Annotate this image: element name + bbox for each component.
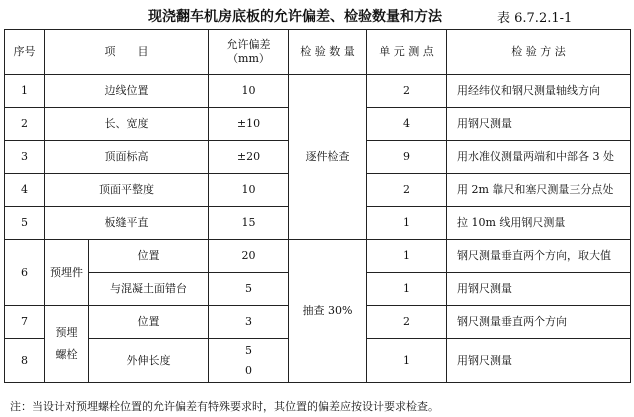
row-item: 边线位置 <box>45 75 209 108</box>
embedded-bolts-label-line1: 预埋 <box>55 326 78 339</box>
row-tolerance: 20 <box>209 240 289 273</box>
row-tolerance-upper: 5 <box>245 343 252 357</box>
header-inspection-method: 检 验 方 法 <box>447 30 631 75</box>
row-points: 1 <box>367 207 447 240</box>
row-points: 2 <box>367 174 447 207</box>
table-row <box>5 75 631 108</box>
row-points: 2 <box>367 306 447 339</box>
row-item: 顶面平整度 <box>45 174 209 207</box>
row-points: 2 <box>367 75 447 108</box>
row-tolerance-lower: 0 <box>245 363 252 377</box>
table-note: 注：当设计对预埋螺栓位置的允许偏差有特殊要求时，其位置的偏差应按设计要求检查。 <box>10 400 439 413</box>
row-seq: 5 <box>5 207 45 240</box>
row-item: 长、宽度 <box>45 108 209 141</box>
table-caption <box>0 4 634 28</box>
row-item: 外伸长度 <box>89 339 209 383</box>
row-tolerance: 5 <box>209 273 289 306</box>
row-method: 用 2m 靠尺和塞尺测量三分点处 <box>447 174 631 207</box>
header-unit-points: 单 元 测 点 <box>367 30 447 75</box>
row-tolerance: 10 <box>209 75 289 108</box>
row-tolerance: 15 <box>209 207 289 240</box>
embedded-bolts-label-line2: 螺栓 <box>55 348 78 361</box>
row-seq: 1 <box>5 75 45 108</box>
row-item: 位置 <box>89 240 209 273</box>
header-inspection-quantity: 检 验 数 量 <box>289 30 367 75</box>
row-tolerance: 10 <box>209 174 289 207</box>
row-method: 用钢尺测量 <box>447 339 631 383</box>
row-item: 顶面标高 <box>45 141 209 174</box>
row-seq: 3 <box>5 141 45 174</box>
inspection-quantity-group-2: 抽查 30% <box>289 240 367 383</box>
embedded-parts-label: 预埋件 <box>45 240 89 306</box>
row-points: 9 <box>367 141 447 174</box>
row-seq: 4 <box>5 174 45 207</box>
row-item: 与混凝土面错台 <box>89 273 209 306</box>
header-seq: 序号 <box>5 30 45 75</box>
table-code: 表 6.7.2.1-1 <box>497 11 573 26</box>
table-row <box>5 240 631 273</box>
row-method: 钢尺测量垂直两个方向 <box>447 306 631 339</box>
row-item: 位置 <box>89 306 209 339</box>
inspection-quantity-group-1: 逐件检查 <box>289 75 367 240</box>
header-tolerance-unit: （mm） <box>227 52 270 65</box>
row-tolerance: 3 <box>209 306 289 339</box>
row-method: 拉 10m 线用钢尺测量 <box>447 207 631 240</box>
row-seq: 7 <box>5 306 45 339</box>
row-tolerance <box>209 339 289 383</box>
header-row <box>5 30 631 75</box>
header-tolerance-label: 允许偏差 <box>226 38 271 51</box>
row-method: 用水准仪测量两端和中部各 3 处 <box>447 141 631 174</box>
header-item: 项 目 <box>45 30 209 75</box>
table-title: 现浇翻车机房底板的允许偏差、检验数量和方法 <box>148 9 442 25</box>
row-seq: 8 <box>5 339 45 383</box>
row-points: 1 <box>367 240 447 273</box>
row-method: 钢尺测量垂直两个方向，取大值 <box>447 240 631 273</box>
row-item: 板缝平直 <box>45 207 209 240</box>
row-method: 用经纬仪和钢尺测量轴线方向 <box>447 75 631 108</box>
tolerance-table <box>4 29 631 383</box>
row-tolerance: ±20 <box>209 141 289 174</box>
row-points: 4 <box>367 108 447 141</box>
row-method: 用钢尺测量 <box>447 108 631 141</box>
row-tolerance: ±10 <box>209 108 289 141</box>
row-method: 用钢尺测量 <box>447 273 631 306</box>
row-points: 1 <box>367 273 447 306</box>
header-tolerance <box>209 30 289 75</box>
row-seq: 6 <box>5 240 45 306</box>
row-points: 1 <box>367 339 447 383</box>
embedded-bolts-label <box>45 306 89 383</box>
row-seq: 2 <box>5 108 45 141</box>
